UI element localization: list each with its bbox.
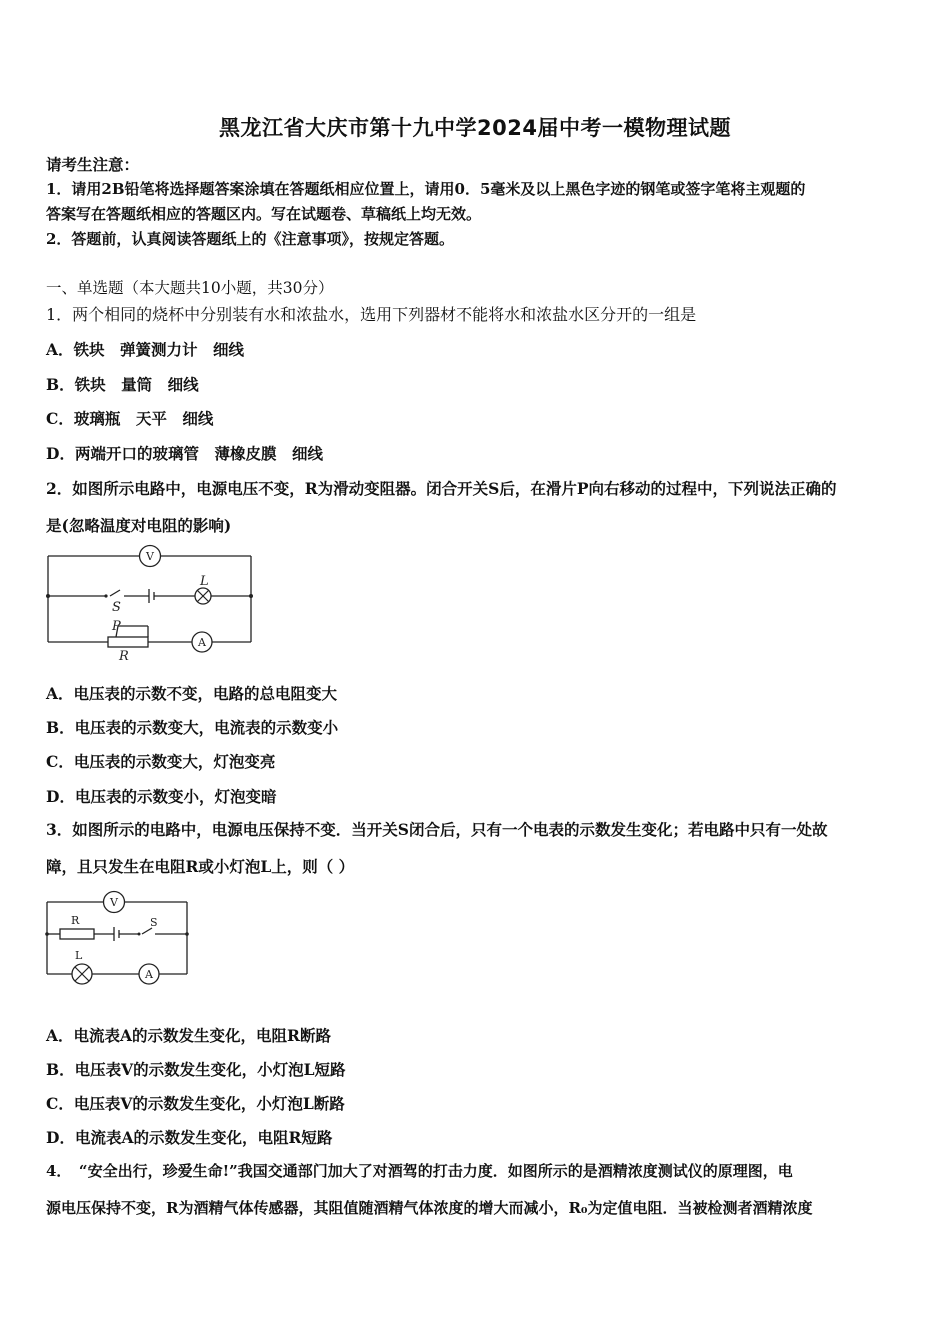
option-text: 两端开口的玻璃管 薄橡皮膜 细线 xyxy=(74,444,323,463)
question-3-option-a xyxy=(46,1024,331,1046)
option-key: B． xyxy=(46,718,75,737)
question-1-stem: 1．两个相同的烧杯中分别装有水和浓盐水，选用下列器材不能将水和浓盐水区分开的一组是 xyxy=(46,305,697,324)
voltmeter-label: V xyxy=(110,896,118,909)
question-3-option-c xyxy=(46,1092,345,1114)
question-3-circuit-diagram xyxy=(40,884,200,992)
resistor-label: R xyxy=(119,649,129,664)
question-1-option-c xyxy=(46,407,213,429)
lamp-label: L xyxy=(200,574,209,589)
ammeter-icon xyxy=(192,632,212,652)
question-2-option-c xyxy=(46,750,275,772)
ammeter-label: A xyxy=(198,636,206,649)
section-heading: 一、单选题（本大题共10小题，共30分） xyxy=(46,279,334,297)
option-key: A． xyxy=(46,1026,74,1045)
question-2-circuit-diagram xyxy=(40,542,260,664)
question-1-option-a xyxy=(46,338,244,360)
option-text: 玻璃瓶 天平 细线 xyxy=(73,409,214,428)
ammeter-label: A xyxy=(145,968,153,981)
option-key: A． xyxy=(46,340,74,359)
voltmeter-label: V xyxy=(146,550,154,563)
option-text: 电压表的示数不变，电路的总电阻变大 xyxy=(73,684,338,703)
option-key: C． xyxy=(46,409,74,428)
option-key: D． xyxy=(46,444,75,463)
option-text: 铁块 弹簧测力计 细线 xyxy=(73,340,245,359)
voltmeter-icon xyxy=(104,892,125,913)
option-text: 电压表的示数变大，灯泡变亮 xyxy=(73,752,276,771)
question-2-option-a xyxy=(46,682,337,704)
lamp-icon xyxy=(72,964,92,984)
question-1-option-b xyxy=(46,373,199,395)
page-title: 黑龙江省大庆市第十九中学2024届中考一模物理试题 xyxy=(219,116,731,140)
slider-label: P xyxy=(112,619,121,634)
notice-item-1-cont: 答案写在答题纸相应的答题区内。写在试题卷、草稿纸上均无效。 xyxy=(46,205,482,223)
notice-item-1: 1．请用2B铅笔将选择题答案涂填在答题纸相应位置上，请用0．5毫米及以上黑色字迹的钢笔或签字笔将主观题的 xyxy=(46,180,806,198)
option-text: 电压表V的示数发生变化，小灯泡L断路 xyxy=(73,1094,345,1113)
ammeter-icon xyxy=(139,964,159,984)
question-4-stem: 4． “安全出行，珍爱生命!”我国交通部门加大了对酒驾的打击力度．如图所示的是酒精浓度测试仪的原理图，电 xyxy=(46,1162,793,1180)
option-text: 电压表的示数变小，灯泡变暗 xyxy=(74,787,277,806)
option-key: B． xyxy=(46,1060,75,1079)
option-key: D． xyxy=(46,787,75,806)
lamp-icon xyxy=(195,588,211,604)
question-4-stem-cont: 源电压保持不变，R为酒精气体传感器，其阻值随酒精气体浓度的增大而减小，R₀为定值电阻．当被检测者酒精浓度 xyxy=(46,1199,813,1217)
option-text: 铁块 量筒 细线 xyxy=(74,375,199,394)
voltmeter-icon xyxy=(140,546,161,567)
notice-heading: 请考生注意： xyxy=(46,155,140,174)
option-key: C． xyxy=(46,752,74,771)
option-key: B． xyxy=(46,375,75,394)
question-1-option-d xyxy=(46,442,323,464)
question-2-stem: 2．如图所示电路中，电源电压不变，R为滑动变阻器。闭合开关S后，在滑片P向右移动的过程中，下列说法正确的 xyxy=(46,479,837,498)
question-2-stem-cont: 是(忽略温度对电阻的影响) xyxy=(46,516,232,535)
switch-label: S xyxy=(112,600,121,615)
option-key: D． xyxy=(46,1128,75,1147)
question-3-stem: 3．如图所示的电路中，电源电压保持不变．当开关S闭合后，只有一个电表的示数发生变化；若电路中只有一处故 xyxy=(46,820,828,839)
resistor-label: R xyxy=(71,914,80,927)
question-3-option-b xyxy=(46,1058,346,1080)
option-text: 电流表A的示数发生变化，电阻R断路 xyxy=(73,1026,331,1045)
question-3-option-d xyxy=(46,1126,332,1148)
question-3-stem-cont: 障，且只发生在电阻R或小灯泡L上，则（ ） xyxy=(46,857,355,876)
notice-item-2: 2．答题前，认真阅读答题纸上的《注意事项》，按规定答题。 xyxy=(46,230,454,248)
question-2-option-d xyxy=(46,785,276,807)
option-text: 电压表V的示数发生变化，小灯泡L短路 xyxy=(74,1060,346,1079)
question-2-option-b xyxy=(46,716,338,738)
option-key: A． xyxy=(46,684,74,703)
lamp-label: L xyxy=(75,949,83,962)
switch-label: S xyxy=(150,916,158,929)
option-key: C． xyxy=(46,1094,74,1113)
option-text: 电流表A的示数发生变化，电阻R短路 xyxy=(74,1128,333,1147)
option-text: 电压表的示数变大，电流表的示数变小 xyxy=(74,718,339,737)
